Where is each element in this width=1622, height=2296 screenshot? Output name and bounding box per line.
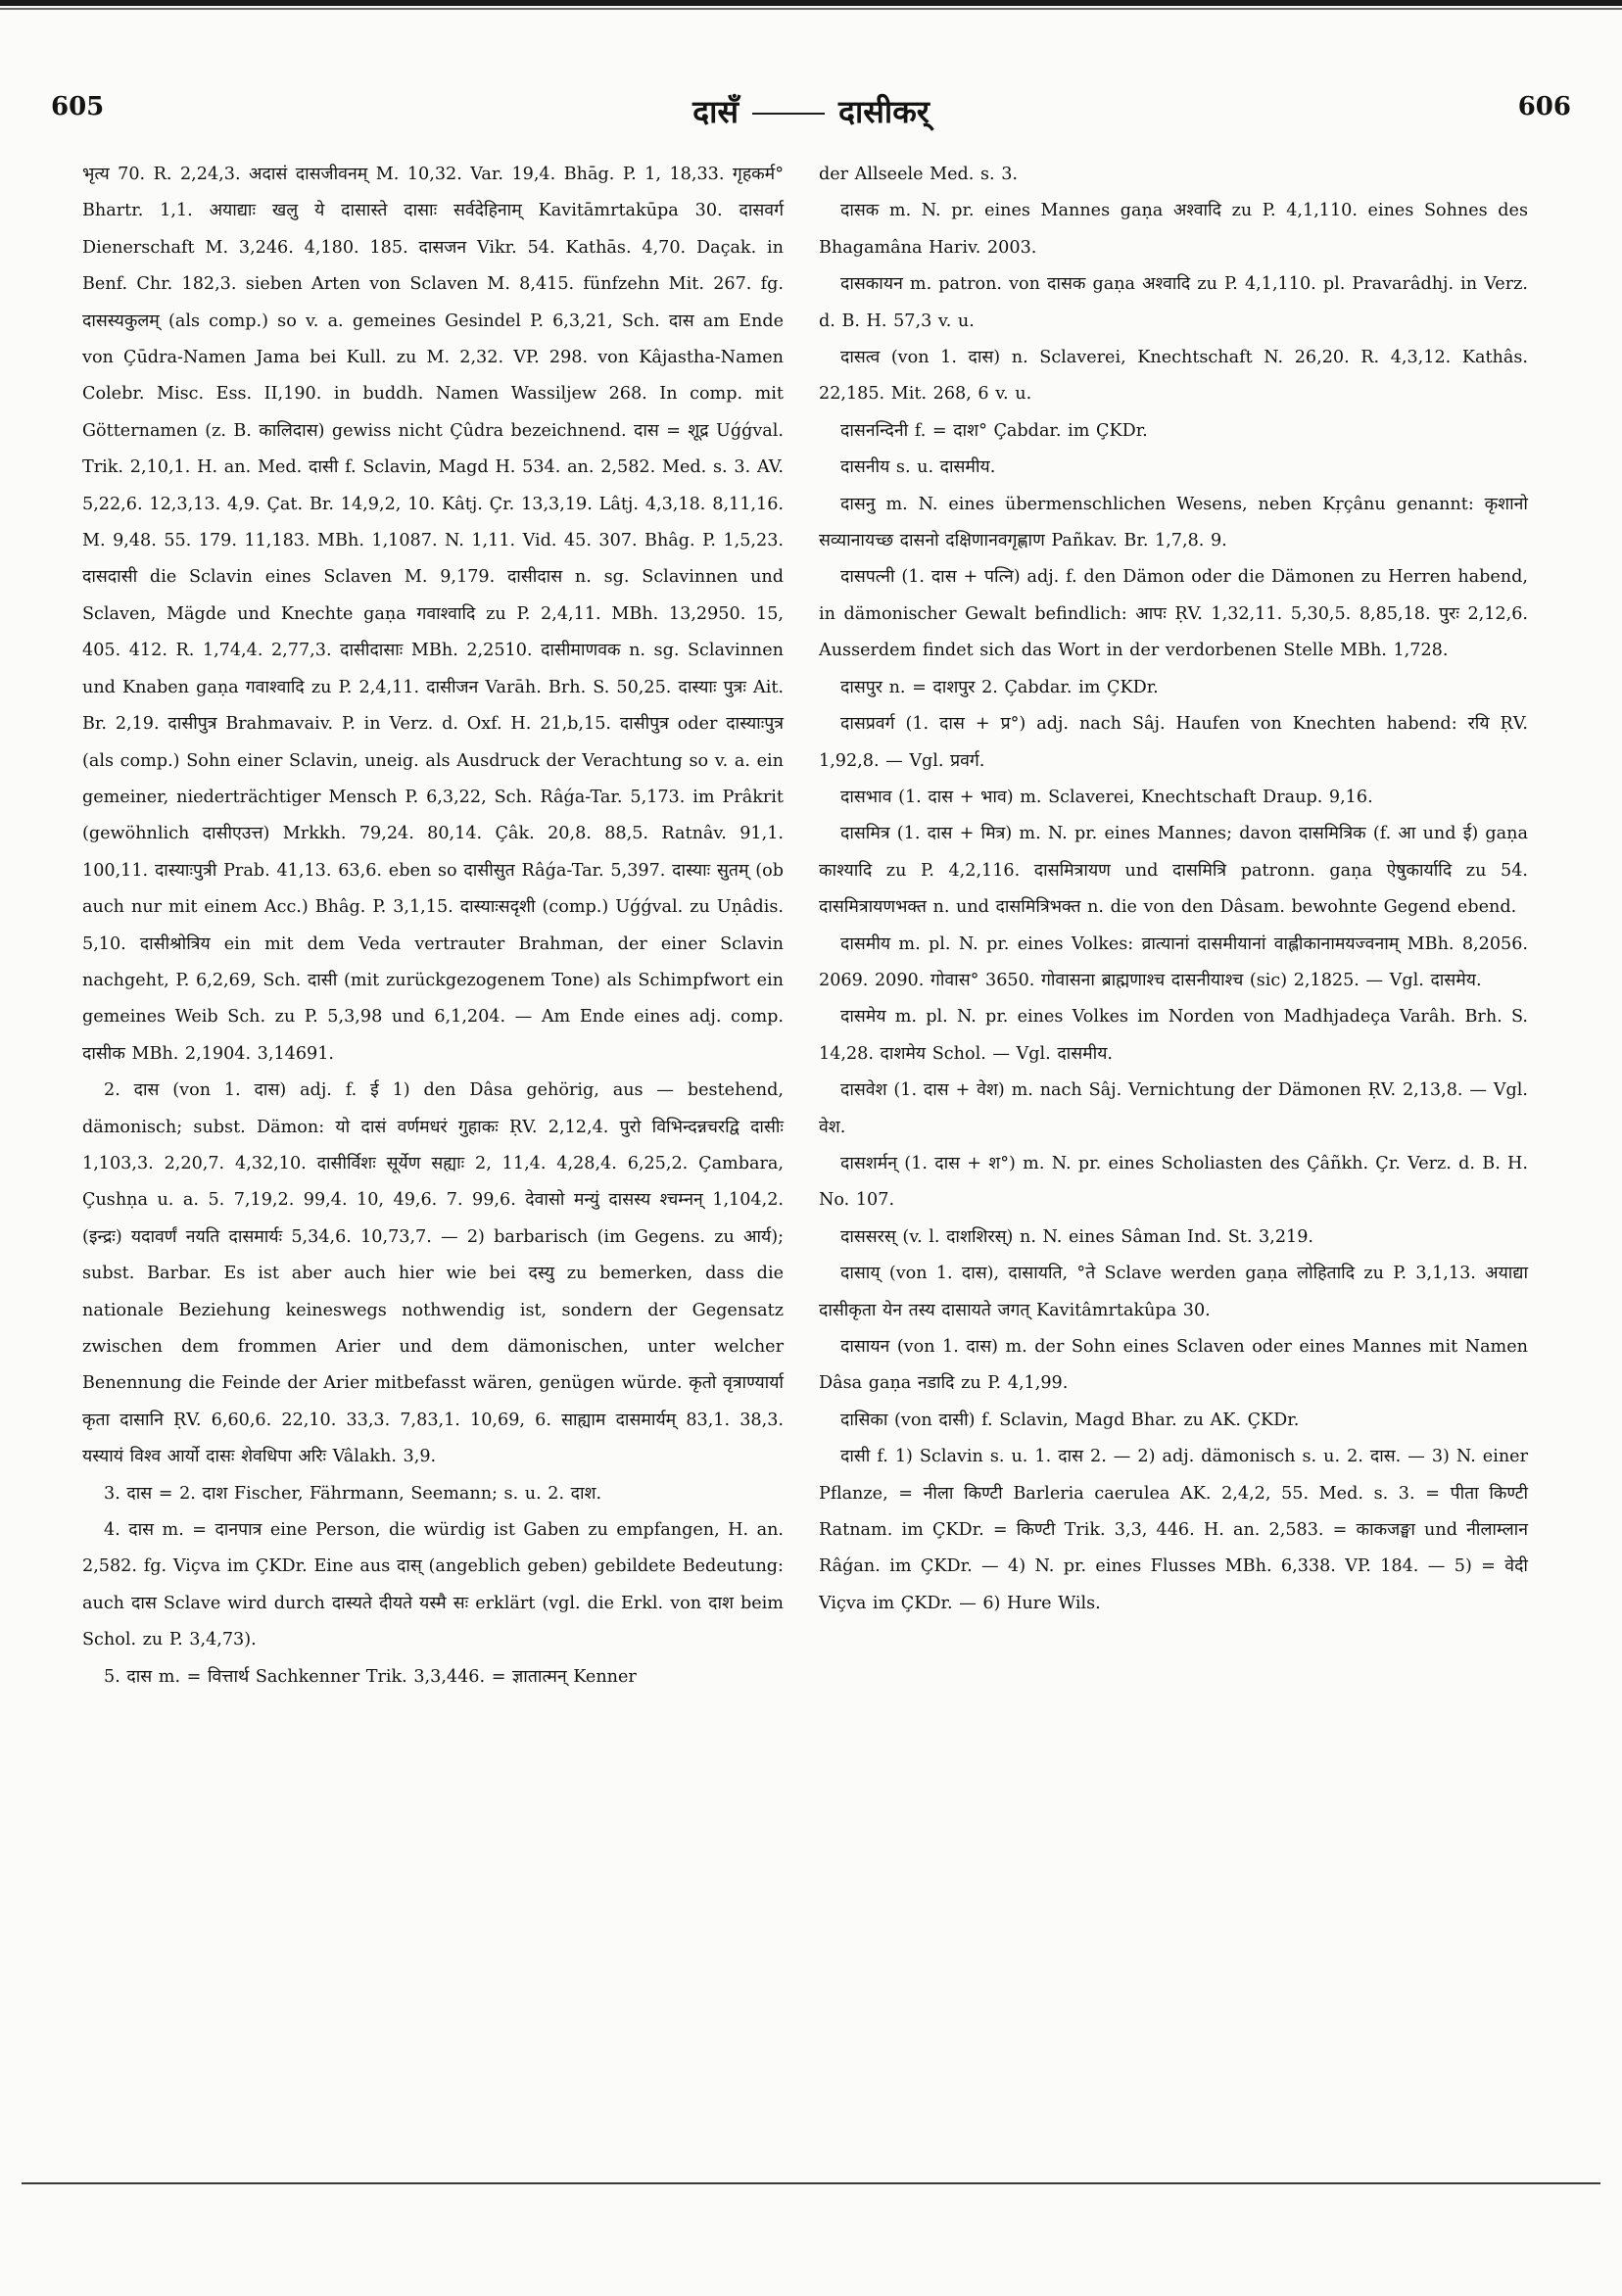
- page-number-left: 605: [51, 92, 105, 121]
- entry-paragraph: दासशर्मन् (1. दास + श°) m. N. pr. eines Scholiasten des Çâñkh. Çr. Verz. d. B. H. No. 107.: [819, 1153, 1528, 1211]
- entry-paragraph: 4. दास m. = दानपात्र eine Person, die würdig ist Gaben zu empfangen, H. an. 2,582. fg. Viçva im ÇKDr. Eine aus दास् (angeblich geben) gebildete Bedeutung: auch दास Sclave wird durch दास्यते दीयते यस्मै सः erklärt (vgl. die Erkl. von दाश beim Schol. zu P. 3,4,73).: [82, 1520, 784, 1650]
- page-header: [51, 90, 1571, 133]
- entry-paragraph: 2. दास (von 1. दास) adj. f. ई 1) den Dâsa gehörig, aus — bestehend, dämonisch; subst. Dämon: यो दासं वर्णमधरं गुहाकः ṚV. 2,12,4. पुरो विभिन्दन्नचरद्वि दासीः 1,103,3. 2,20,7. 4,32,10. दासीर्विशः सूर्येण सह्याः 2, 11,4. 4,28,4. 6,25,2. Çambara, Çushṇa u. a. 5. 7,19,2. 99,4. 10, 49,6. 7. 99,6. देवासो मन्युं दासस्य श्चम्नन् 1,104,2. (इन्द्रः) यदावर्णं नयति दासमार्यः 5,34,6. 10,73,7. — 2) barbarisch (im Gegens. zu आर्य); subst. Barbar. Es ist aber auch hier wie bei दस्यु zu bemerken, dass die nationale Beziehung keineswegs nothwendig ist, sondern der Gegensatz zwischen dem frommen Arier und dem dämonischen, unter welcher Benennung die Feinde der Arier mitbefasst wären, genügen würde. कृतो वृत्राण्यार्या कृता दासानि ṚV. 6,60,6. 22,10. 33,3. 7,83,1. 10,69, 6. साह्याम दासमार्यम् 83,1. 38,3. यस्यायं विश्व आर्यो दासः शेवधिपा अरिः Vâlakh. 3,9.: [82, 1080, 784, 1467]
- entry-paragraph: दासाय् (von 1. दास), दासायति, °ते Sclave werden gaṇa लोहितादि zu P. 3,1,13. अयाद्या दासीकृता येन तस्य दासायते जगत् Kavitâmrtakûpa 30.: [819, 1264, 1528, 1320]
- right-column: [819, 157, 1528, 1622]
- entry-paragraph: 3. दास = 2. दाश Fischer, Fährmann, Seemann; s. u. 2. दाश.: [104, 1483, 602, 1504]
- left-column: [82, 157, 784, 1696]
- entry-paragraph: दासपुर n. = दाशपुर 2. Çabdar. im ÇKDr.: [840, 677, 1159, 697]
- entry-paragraph: दासकायन m. patron. von दासक gaṇa अश्वादि zu P. 4,1,110. pl. Pravarâdhj. in Verz. d. B. H. 57,3 v. u.: [819, 274, 1528, 331]
- entry-paragraph: दासी f. 1) Sclavin s. u. 1. दास 2. — 2) adj. dämonisch s. u. 2. दास. — 3) N. einer Pflanze, = नीला किण्टी Barleria caerulea AK. 2,4,2, 55. Med. s. 3. = पीता किण्टी Ratnam. im ÇKDr. = किण्टी Trik. 3,3, 446. H. an. 2,583. = काकजङ्घा und नीलाम्लान Râǵan. im ÇKDr. — 4) N. pr. eines Flusses MBh. 6,338. VP. 184. — 5) = वेदी Viçva im ÇKDr. — 6) Hure Wils.: [819, 1447, 1528, 1613]
- entry-paragraph: दासायन (von 1. दास) m. der Sohn eines Sclaven oder eines Mannes mit Namen Dâsa gaṇa नडादि zu P. 4,1,99.: [819, 1337, 1528, 1394]
- entry-paragraph: दासमित्र (1. दास + मित्र) m. N. pr. eines Mannes; davon दासमित्रिक (f. आ und ई) gaṇa काश्यादि zu P. 4,2,116. दासमित्रायण und दासमित्रि patronn. gaṇa ऐषुकार्यादि zu 54. दासमित्रायणभक्त n. und दासमित्रिभक्त n. die von den Dâsam. bewohnte Gegend ebend.: [819, 824, 1528, 918]
- bottom-rule: [22, 2182, 1600, 2184]
- running-head-right: दासीकर्: [838, 93, 930, 130]
- entry-paragraph: दासमीय m. pl. N. pr. eines Volkes: व्रात्यानां दासमीयानां वाह्लीकानामयज्वनाम् MBh. 8,2056. 2069. 2090. गोवास° 3650. गोवासना ब्राह्मणाश्च दासनीयाश्च (sic) 2,1825. — Vgl. दासमेय.: [819, 933, 1528, 990]
- entry-paragraph: दासमेय m. pl. N. pr. eines Volkes im Norden von Madhjadeça Varâh. Brh. S. 14,28. दाशमेय Schol. — Vgl. दासमीय.: [819, 1007, 1528, 1064]
- top-border-rule: [0, 0, 1622, 6]
- entry-paragraph: दाससरस् (v. l. दाशशिरस्) n. N. eines Sâman Ind. St. 3,219.: [840, 1226, 1314, 1247]
- entry-paragraph: दासनीय s. u. दासमीय.: [840, 457, 996, 478]
- running-head: [51, 90, 1571, 132]
- entry-paragraph: 5. दास m. = वित्तार्थ Sachkenner Trik. 3,3,446. = ज्ञातात्मन् Kenner: [104, 1666, 637, 1687]
- running-head-dash: [752, 113, 825, 115]
- entry-paragraph: दासत्व (von 1. दास) n. Sclaverei, Knechtschaft N. 26,20. R. 4,3,12. Kathâs. 22,185. Mit. 268, 6 v. u.: [819, 348, 1528, 405]
- entry-paragraph: der Allseele Med. s. 3.: [819, 165, 1018, 184]
- entry-paragraph: दासवेश (1. दास + वेश) m. nach Sâj. Vernichtung der Dämonen ṚV. 2,13,8. — Vgl. वेश.: [819, 1080, 1528, 1137]
- entry-paragraph: दासक m. N. pr. eines Mannes gaṇa अश्वादि zu P. 4,1,110. eines Sohnes des Bhagamâna Hariv. 2003.: [819, 201, 1528, 258]
- entry-paragraph: दासपत्नी (1. दास + पत्नि) adj. f. den Dämon oder die Dämonen zu Herren habend, in dämonischer Gewalt befindlich: आपः ṚV. 1,32,11. 5,30,5. 8,85,18. पुरः 2,12,6. Ausserdem findet sich das Wort in der verdorbenen Stelle MBh. 1,728.: [819, 567, 1528, 661]
- entry-paragraph: दासभाव (1. दास + भाव) m. Sclaverei, Knechtschaft Draup. 9,16.: [840, 787, 1373, 807]
- running-head-left: दासँ: [692, 93, 739, 130]
- entry-paragraph: दासनन्दिनी f. = दाश° Çabdar. im ÇKDr.: [840, 420, 1148, 441]
- page-number-right: 606: [1517, 92, 1571, 121]
- entry-paragraph: दासिका (von दासी) f. Sclavin, Magd Bhar. zu AK. ÇKDr.: [840, 1410, 1300, 1430]
- top-border-thin-rule: [0, 8, 1622, 10]
- entry-paragraph: भृत्य 70. R. 2,24,3. अदासं दासजीवनम् M. 10,32. Var. 19,4. Bhāg. P. 1, 18,33. गृहकर्म° Bhartr. 1,1. अयाद्याः खलु ये दासास्ते दासाः सर्वदेहिनाम् Kavitāmrtakūpa 30. दासवर्ग Dienerschaft M. 3,246. 4,180. 185. दासजन Vikr. 54. Kathās. 4,70. Daçak. in Benf. Chr. 182,3. sieben Arten von Sclaven M. 8,415. fünfzehn Mit. 267. fg. दासस्यकुलम् (als comp.) so v. a. gemeines Gesindel P. 6,3,21, Sch. दास am Ende von Çūdra-Namen Jama bei Kull. zu M. 2,32. VP. 298. von Kâjastha-Namen Colebr. Misc. Ess. II,190. in buddh. Namen Wassiljew 268. In comp. mit Götternamen (z. B. कालिदास) gewiss nicht Çûdra bezeichnend. दास = शूद्र Uǵǵval. Trik. 2,10,1. H. an. Med. दासी f. Sclavin, Magd H. 534. an. 2,582. Med. s. 3. AV. 5,22,6. 12,3,13. 4,9. Çat. Br. 14,9,2, 10. Kâtj. Çr. 13,3,19. Lâtj. 4,3,18. 8,11,16. M. 9,48. 55. 179. 11,183. MBh. 1,1087. N. 1,11. Vid. 45. 307. Bhâg. P. 1,5,23. दासदासी die Sclavin eines Sclaven M. 9,179. दासीदास n. sg. Sclavinnen und Sclaven, Mägde und Knechte gaṇa गवाश्वादि zu P. 2,4,11. MBh. 13,2950. 15, 405. 412. R. 1,74,4. 2,77,3. दासीदासाः MBh. 2,2510. दासीमाणवक n. sg. Sclavinnen und Knaben gaṇa गवाश्वादि zu P. 2,4,11. दासीजन Varāh. Brh. S. 50,25. दास्याः पुत्रः Ait. Br. 2,19. दासीपुत्र Brahmavaiv. P. in Verz. d. Oxf. H. 21,b,15. दासीपुत्र oder दास्याःपुत्र (als comp.) Sohn einer Sclavin, uneig. als Ausdruck der Verachtung so v. a. ein gemeiner, niederträchtiger Mensch P. 6,3,22, Sch. Râǵa-Tar. 5,173. im Prâkrit (gewöhnlich दासीएउत्त) Mrkkh. 79,24. 80,14. Çâk. 20,8. 88,5. Ratnâv. 91,1. 100,11. दास्याःपुत्री Prab. 41,13. 63,6. eben so दासीसुत Râǵa-Tar. 5,397. दास्याः सुतम् (ob auch nur mit einem Acc.) Bhâg. P. 3,1,15. दास्याःसदृशी (comp.) Uǵǵval. zu Uṇâdis. 5,10. दासीश्रोत्रिय ein mit dem Veda vertrauter Brahman, der einer Sclavin nachgeht, P. 6,2,69, Sch. दासी (mit zurückgezogenem Tone) als Schimpfwort ein gemeines Weib Sch. zu P. 5,3,98 und 6,1,204. — Am Ende eines adj. comp. दासीक MBh. 2,1904. 3,14691.: [82, 165, 784, 1064]
- entry-paragraph: दासप्रवर्ग (1. दास + प्र°) adj. nach Sâj. Haufen von Knechten habend: रयि ṚV. 1,92,8. — Vgl. प्रवर्ग.: [819, 714, 1528, 771]
- entry-paragraph: दासनु m. N. eines übermenschlichen Wesens, neben Kṛçânu genannt: कृशानो सव्यानायच्छ दासनो दक्षिणानवगृह्णाण Pañkav. Br. 1,7,8. 9.: [819, 494, 1528, 551]
